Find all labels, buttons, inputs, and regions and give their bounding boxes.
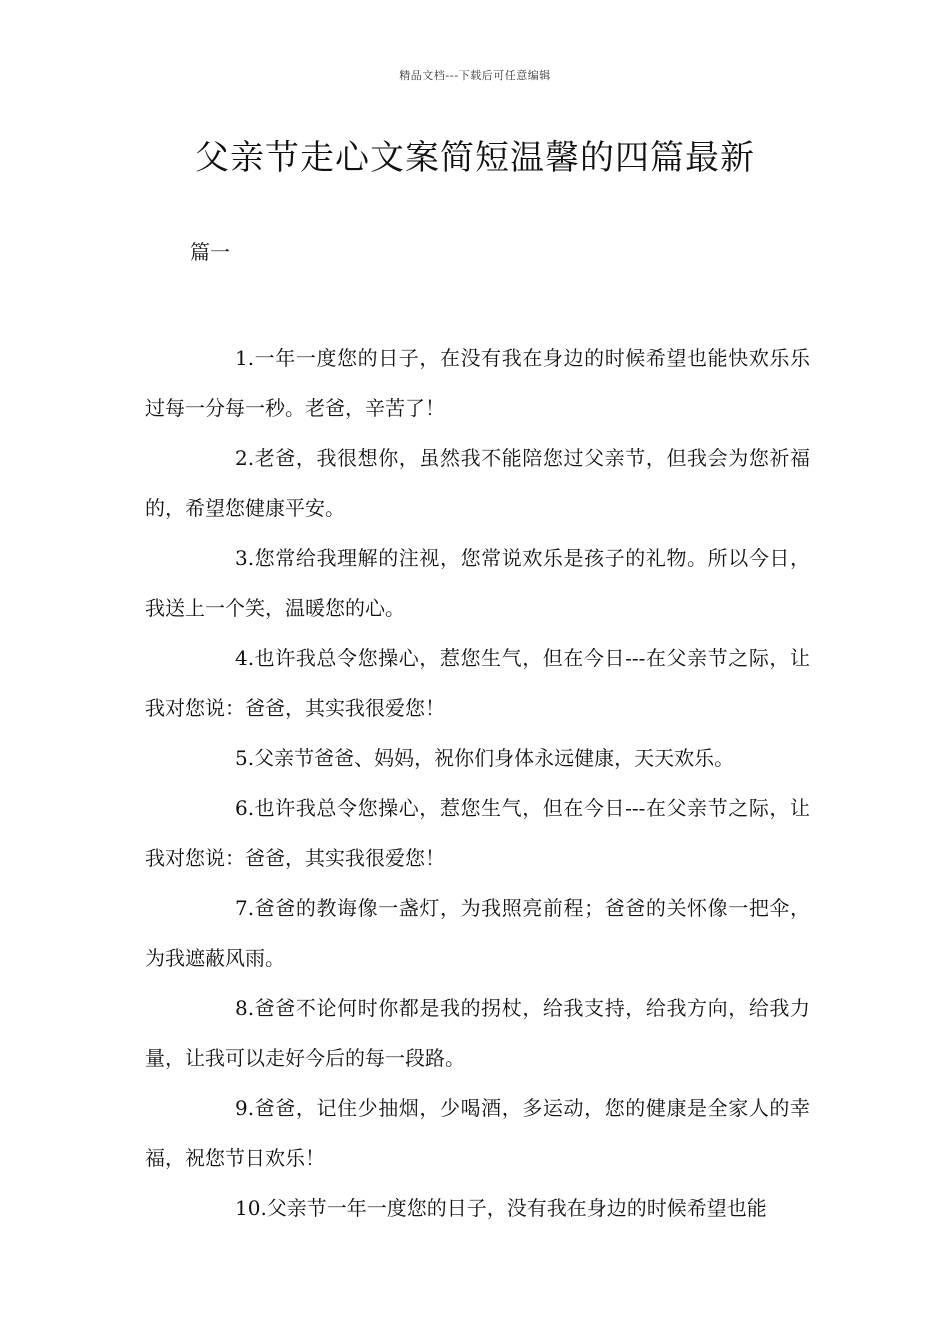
item-text: 爸爸的教诲像一盏灯，为我照亮前程；爸爸的关怀像一把伞，为我遮蔽风雨。: [145, 896, 810, 970]
item-number: 10.: [235, 1196, 267, 1220]
item-number: 2.: [235, 446, 255, 470]
item-number: 7.: [235, 896, 255, 920]
item-number: 1.: [235, 346, 255, 370]
list-item: [145, 633, 810, 733]
list-item: [145, 883, 810, 983]
item-text: 爸爸不论何时你都是我的拐杖，给我支持，给我方向，给我力量，让我可以走好今后的每一段路。: [145, 996, 810, 1070]
list-item: [145, 733, 810, 783]
item-text: 老爸，我很想你，虽然我不能陪您过父亲节，但我会为您祈福的，希望您健康平安。: [145, 446, 810, 520]
item-number: 6.: [235, 796, 255, 820]
item-text: 也许我总令您操心，惹您生气，但在今日---在父亲节之际，让我对您说：爸爸，其实我很爱您！: [145, 796, 810, 870]
item-text: 也许我总令您操心，惹您生气，但在今日---在父亲节之际，让我对您说：爸爸，其实我很爱您！: [145, 646, 810, 720]
list-item: [145, 433, 810, 533]
item-text: 父亲节爸爸、妈妈，祝你们身体永远健康，天天欢乐。: [254, 746, 735, 770]
item-text: 一年一度您的日子，在没有我在身边的时候希望也能快欢乐乐过每一分每一秒。老爸，辛苦了！: [145, 346, 810, 420]
list-item: [145, 1183, 810, 1233]
item-number: 3.: [235, 546, 255, 570]
list-item: [145, 1083, 810, 1183]
item-number: 4.: [235, 646, 255, 670]
item-text: 您常给我理解的注视，您常说欢乐是孩子的礼物。所以今日，我送上一个笑，温暖您的心。: [145, 546, 810, 620]
list-item: [145, 783, 810, 883]
list-item: [145, 983, 810, 1083]
item-number: 9.: [235, 1096, 255, 1120]
item-text: 爸爸，记住少抽烟，少喝酒，多运动，您的健康是全家人的幸福，祝您节日欢乐！: [145, 1096, 810, 1170]
item-number: 5.: [235, 746, 255, 770]
item-text: 父亲节一年一度您的日子，没有我在身边的时候希望也能: [266, 1196, 767, 1220]
section-heading: 篇一: [190, 240, 230, 264]
list-item: [145, 533, 810, 633]
item-list: [145, 333, 810, 1233]
item-number: 8.: [235, 996, 255, 1020]
list-item: [145, 333, 810, 433]
document-title: 父亲节走心文案简短温馨的四篇最新: [195, 138, 755, 178]
page-header: 精品文档---下载后可任意编辑: [399, 69, 551, 82]
